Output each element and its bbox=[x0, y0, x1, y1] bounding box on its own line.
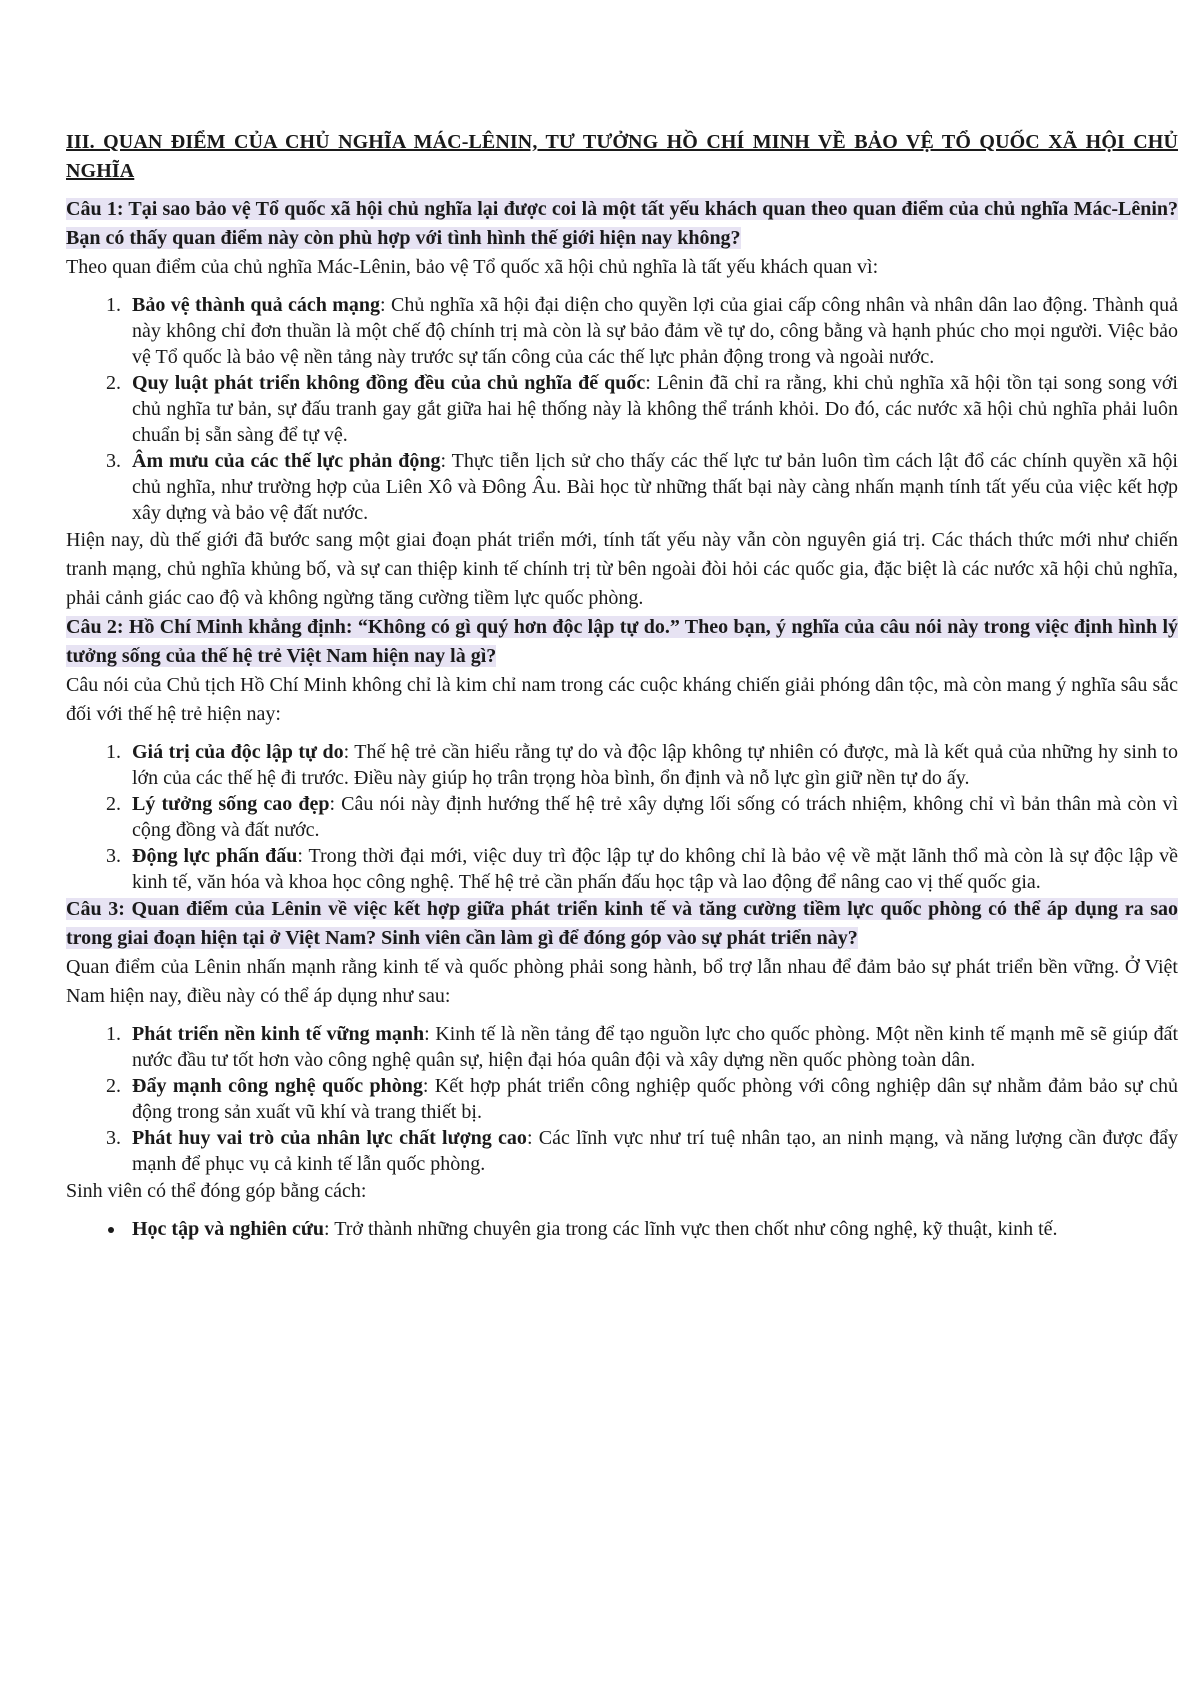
question-1-text: Câu 1: Tại sao bảo vệ Tổ quốc xã hội chủ nghĩa lại được coi là một tất yếu khách quan theo quan điểm của chủ nghĩa Mác-Lênin? Bạn có thấy quan điểm này còn phù hợp với tình hình thế giới hiện nay không? bbox=[66, 198, 1178, 249]
list-item-term: Động lực phấn đấu bbox=[132, 845, 298, 867]
question-3-text: Câu 3: Quan điểm của Lênin về việc kết hợp giữa phát triển kinh tế và tăng cường tiềm lực quốc phòng có thể áp dụng ra sao trong giai đoạn hiện tại ở Việt Nam? Sinh viên cần làm gì để đóng góp vào sự phát triển này? bbox=[66, 898, 1178, 949]
list-item bbox=[126, 370, 1178, 448]
list-item-term: Phát huy vai trò của nhân lực chất lượng cao bbox=[132, 1127, 527, 1149]
q3-list bbox=[66, 1021, 1178, 1177]
list-item bbox=[126, 1073, 1178, 1125]
list-item-term: Lý tưởng sống cao đẹp bbox=[132, 793, 330, 815]
list-item-text: : Kinh tế là nền tảng để tạo nguồn lực cho quốc phòng. Một nền kinh tế mạnh mẽ sẽ giúp đất nước đầu tư tốt hơn vào công nghệ quân sự, hiện đại hóa quân đội và xây dựng nền quốc phòng toàn dân. bbox=[132, 1023, 1178, 1071]
list-item-term: Giá trị của độc lập tự do bbox=[132, 741, 344, 763]
q3-intro: Quan điểm của Lênin nhấn mạnh rằng kinh tế và quốc phòng phải song hành, bổ trợ lẫn nhau để đảm bảo sự phát triển bền vững. Ở Việt Nam hiện nay, điều này có thể áp dụng như sau: bbox=[66, 956, 1178, 1007]
q3-bullets bbox=[66, 1216, 1178, 1242]
list-item-text: : Trong thời đại mới, việc duy trì độc lập tự do không chỉ là bảo vệ về mặt lãnh thổ mà còn là sự độc lập về kinh tế, văn hóa và khoa học công nghệ. Thế hệ trẻ cần phấn đấu học tập và lao động để nâng cao vị thế quốc gia. bbox=[132, 845, 1178, 893]
list-item-text: : Câu nói này định hướng thế hệ trẻ xây dựng lối sống có trách nhiệm, không chỉ vì bản thân mà còn vì cộng đồng và đất nước. bbox=[132, 793, 1179, 841]
list-item-term: Bảo vệ thành quả cách mạng bbox=[132, 294, 381, 316]
q2-intro: Câu nói của Chủ tịch Hồ Chí Minh không chỉ là kim chỉ nam trong các cuộc kháng chiến giải phóng dân tộc, mà còn mang ý nghĩa sâu sắc đối với thế hệ trẻ hiện nay: bbox=[66, 674, 1178, 725]
list-item-text: : Kết hợp phát triển công nghiệp quốc phòng với công nghiệp dân sự nhằm đảm bảo sự chủ động trong sản xuất vũ khí và trang thiết bị. bbox=[132, 1075, 1178, 1123]
list-item bbox=[126, 448, 1178, 526]
list-item bbox=[126, 292, 1178, 370]
list-item-term: Quy luật phát triển không đồng đều của chủ nghĩa đế quốc bbox=[132, 372, 646, 394]
question-3 bbox=[66, 895, 1178, 953]
list-item-term: Phát triển nền kinh tế vững mạnh bbox=[132, 1023, 425, 1045]
bullet-item-text: : Trở thành những chuyên gia trong các lĩnh vực then chốt như công nghệ, kỹ thuật, kinh tế. bbox=[324, 1218, 1058, 1240]
list-item bbox=[126, 1125, 1178, 1177]
q1-list bbox=[66, 292, 1178, 526]
q2-list bbox=[66, 739, 1178, 895]
question-1 bbox=[66, 195, 1178, 253]
list-item bbox=[126, 843, 1178, 895]
q3-contrib-intro: Sinh viên có thể đóng góp bằng cách: bbox=[66, 1180, 367, 1202]
list-item-text: : Lênin đã chỉ ra rằng, khi chủ nghĩa xã hội tồn tại song song với chủ nghĩa tư bản, sự đấu tranh gay gắt giữa hai hệ thống này là không thể tránh khỏi. Do đó, các nước xã hội chủ nghĩa phải luôn chuẩn bị sẵn sàng để tự vệ. bbox=[132, 372, 1178, 446]
list-item-text: : Các lĩnh vực như trí tuệ nhân tạo, an ninh mạng, và năng lượng cần được đẩy mạnh để phục vụ cả kinh tế lẫn quốc phòng. bbox=[132, 1127, 1179, 1175]
question-2-text: Câu 2: Hồ Chí Minh khẳng định: “Không có gì quý hơn độc lập tự do.” Theo bạn, ý nghĩa của câu nói này trong việc định hình lý tưởng sống của thế hệ trẻ Việt Nam hiện nay là gì? bbox=[66, 616, 1178, 667]
list-item-text: : Thế hệ trẻ cần hiểu rằng tự do và độc lập không tự nhiên có được, mà là kết quả của những hy sinh to lớn của các thế hệ đi trước. Điều này giúp họ trân trọng hòa bình, ổn định và nỗ lực gìn giữ nền tự do ấy. bbox=[132, 741, 1178, 789]
list-item bbox=[126, 739, 1178, 791]
list-item-text: : Thực tiễn lịch sử cho thấy các thế lực tư bản luôn tìm cách lật đổ các chính quyền xã hội chủ nghĩa, như trường hợp của Liên Xô và Đông Âu. Bài học từ những thất bại này càng nhấn mạnh tính tất yếu của việc kết hợp xây dựng và bảo vệ đất nước. bbox=[132, 450, 1178, 524]
list-item bbox=[126, 791, 1178, 843]
q1-outro: Hiện nay, dù thế giới đã bước sang một giai đoạn phát triển mới, tính tất yếu này vẫn còn nguyên giá trị. Các thách thức mới như chiến tranh mạng, chủ nghĩa khủng bố, và sự can thiệp kinh tế chính trị từ bên ngoài đòi hỏi các quốc gia, đặc biệt là các nước xã hội chủ nghĩa, phải cảnh giác cao độ và không ngừng tăng cường tiềm lực quốc phòng. bbox=[66, 529, 1178, 609]
q1-intro: Theo quan điểm của chủ nghĩa Mác-Lênin, bảo vệ Tổ quốc xã hội chủ nghĩa là tất yếu khách quan vì: bbox=[66, 256, 879, 278]
bullet-item bbox=[126, 1216, 1178, 1242]
section-title: III. QUAN ĐIỂM CỦA CHỦ NGHĨA MÁC-LÊNIN, TƯ TƯỞNG HỒ CHÍ MINH VỀ BẢO VỆ TỔ QUỐC XÃ HỘI CHỦ NGHĨA bbox=[66, 131, 1178, 182]
list-item bbox=[126, 1021, 1178, 1073]
list-item-term: Đẩy mạnh công nghệ quốc phòng bbox=[132, 1075, 423, 1097]
list-item-term: Âm mưu của các thế lực phản động bbox=[132, 450, 441, 472]
list-item-text: : Chủ nghĩa xã hội đại diện cho quyền lợi của giai cấp công nhân và nhân dân lao động. Thành quả này không chỉ đơn thuần là một chế độ chính trị mà còn là sự bảo đảm về tự do, công bằng và hạnh phúc cho mọi người. Việc bảo vệ Tổ quốc là bảo vệ nền tảng này trước sự tấn công của các thế lực phản động trong và ngoài nước. bbox=[132, 294, 1178, 368]
question-2 bbox=[66, 613, 1178, 671]
bullet-item-term: Học tập và nghiên cứu bbox=[132, 1218, 325, 1240]
